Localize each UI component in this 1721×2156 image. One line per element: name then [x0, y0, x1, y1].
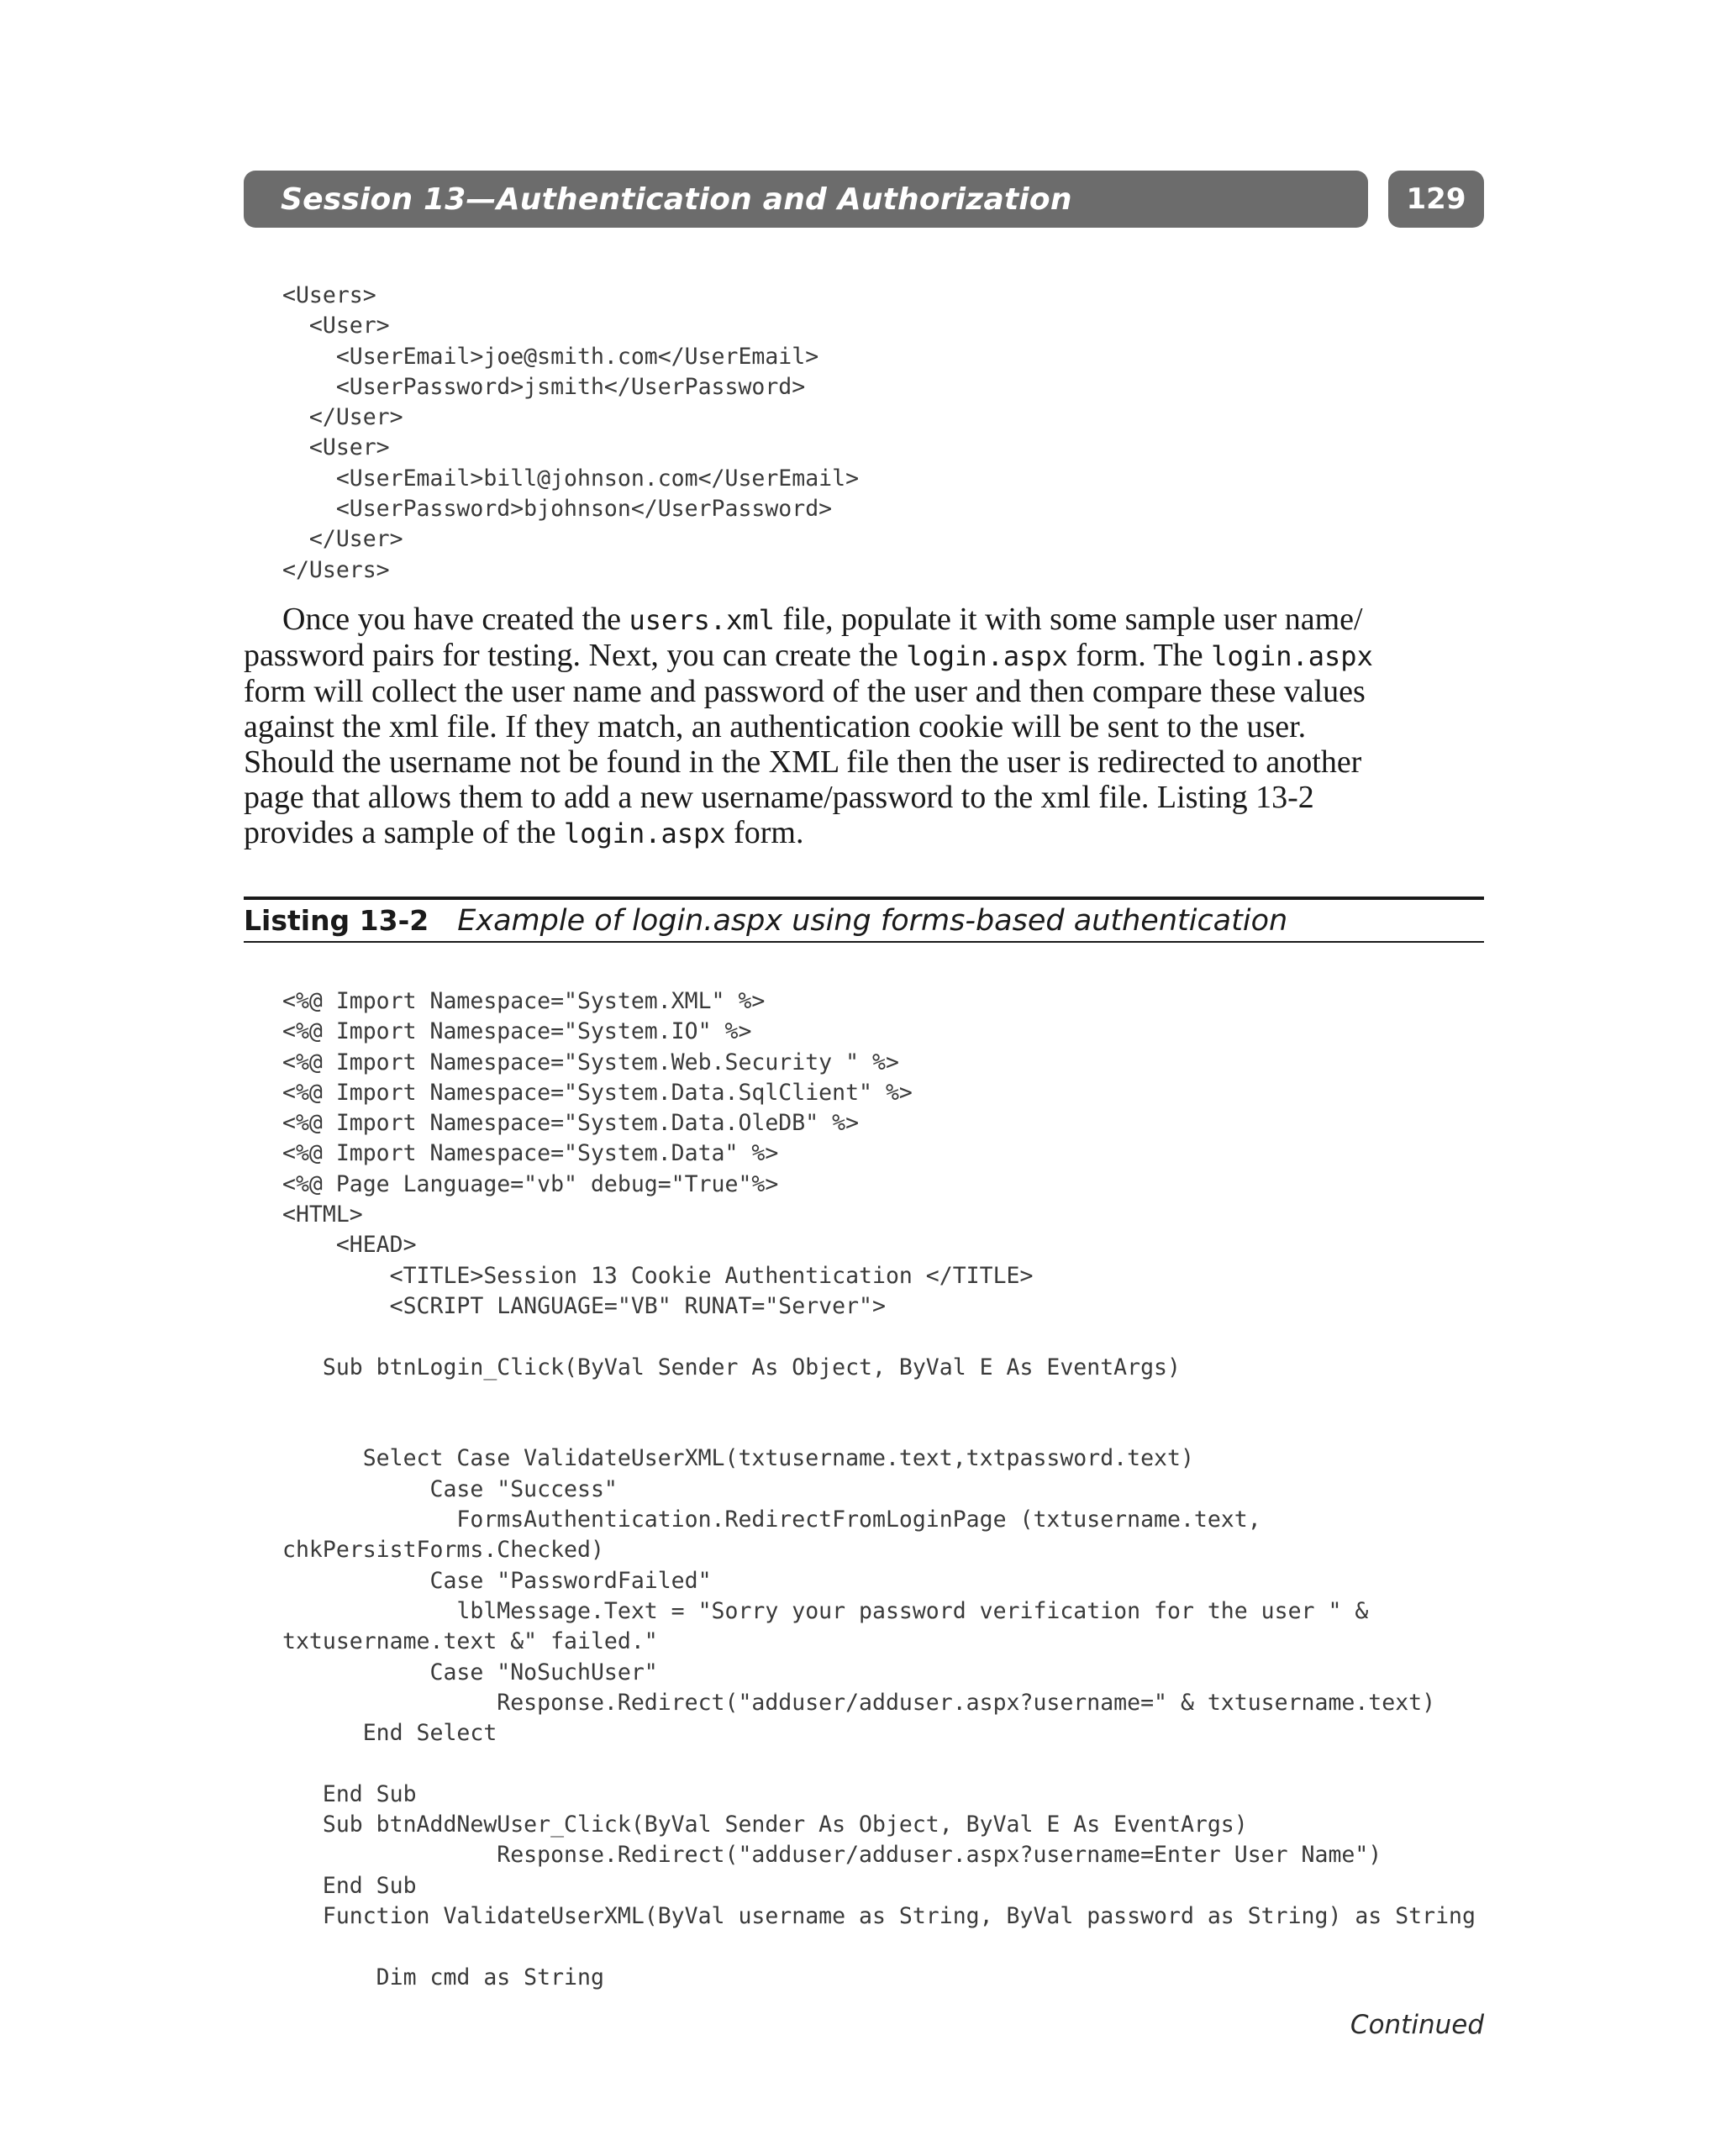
text-run: form. The — [1067, 638, 1212, 673]
inline-code: login.aspx — [563, 818, 726, 849]
listing-title: Example of login.aspx using forms-based authentication — [457, 904, 1288, 938]
inline-code: login.aspx — [906, 640, 1068, 672]
running-header-title: Session 13—Authentication and Authorization — [281, 181, 1072, 217]
page-number: 129 — [1406, 182, 1466, 216]
paragraph-line: page that allows them to add a new username/password to the xml file. Listing 13-2 — [244, 780, 1314, 815]
text-run: password pairs for testing. Next, you can create the — [244, 638, 907, 673]
page-number-box — [1388, 171, 1484, 228]
text-run: form. — [725, 815, 804, 850]
paragraph-line: against the xml file. If they match, an authentication cookie will be sent to the user. — [244, 709, 1307, 744]
text-run: file, populate it with some sample user name/ — [774, 602, 1363, 637]
listing-number: Listing 13-2 — [244, 904, 429, 937]
continued-label: Continued — [1350, 2010, 1484, 2040]
users-xml-code-block: <Users> <User> <UserEmail>joe@smith.com</UserEmail> <UserPassword>jsmith</UserPassword> </User> <User> <UserEmail>bill@johnson.com</UserEmail> <UserPassword>bjohnson</UserPassword> </User> </Users> — [282, 282, 860, 583]
listing-rule-top — [244, 897, 1484, 900]
login-aspx-code-block: <%@ Import Namespace="System.XML" %> <%@ Import Namespace="System.IO" %> <%@ Import Namespace="System.Web.Security " %> <%@ Import Namespace="System.Data.SqlClient" %> <%@ Import Namespace="System.Data.OleDB" %> <%@ Import Namespace="System.Data" %> <%@ Page Language="vb" debug="True"%> <HTML> <HEAD> <TITLE>Session 13 Cookie Authentication </TITLE> <SCRIPT LANGUAGE="VB" RUNAT="Server"> Sub btnLogin_Click(ByVal Sender As Object, ByVal E As EventArgs) Select Case ValidateUserXML(txtusername.text,txtpassword.text) Case "Success" FormsAuthentication.RedirectFromLoginPage (txtusername.text, chkPersistForms.Checked) Case "PasswordFailed" lblMessage.Text = "Sorry your password verification for the user " & txtusername.text &" failed." Case "NoSuchUser" Response.Redirect("adduser/adduser.aspx?username=" & txtusername.text) End Select End Sub Sub btnAddNewUser_Click(ByVal Sender As Object, ByVal E As EventArgs) Response.Redirect("adduser/adduser.aspx?username=Enter User Name") End Sub Function ValidateUserXML(ByVal username as String, ByVal password as String) as String Dim cmd as String — [282, 988, 1476, 1990]
paragraph-line: Should the username not be found in the XML file then the user is redirected to another — [244, 744, 1362, 780]
running-header — [244, 171, 1368, 228]
inline-code: users.xml — [629, 604, 775, 636]
inline-code: login.aspx — [1211, 640, 1373, 672]
text-run: provides a sample of the — [244, 815, 564, 850]
listing-rule-bottom — [244, 941, 1484, 943]
paragraph-line — [244, 602, 1486, 638]
text-run: Once you have created the — [282, 602, 629, 637]
paragraph-line — [244, 815, 1486, 851]
paragraph-line: form will collect the user name and password of the user and then compare these values — [244, 674, 1366, 709]
paragraph-line — [244, 638, 1486, 674]
body-paragraph — [244, 602, 1486, 851]
listing-caption — [244, 902, 1484, 939]
